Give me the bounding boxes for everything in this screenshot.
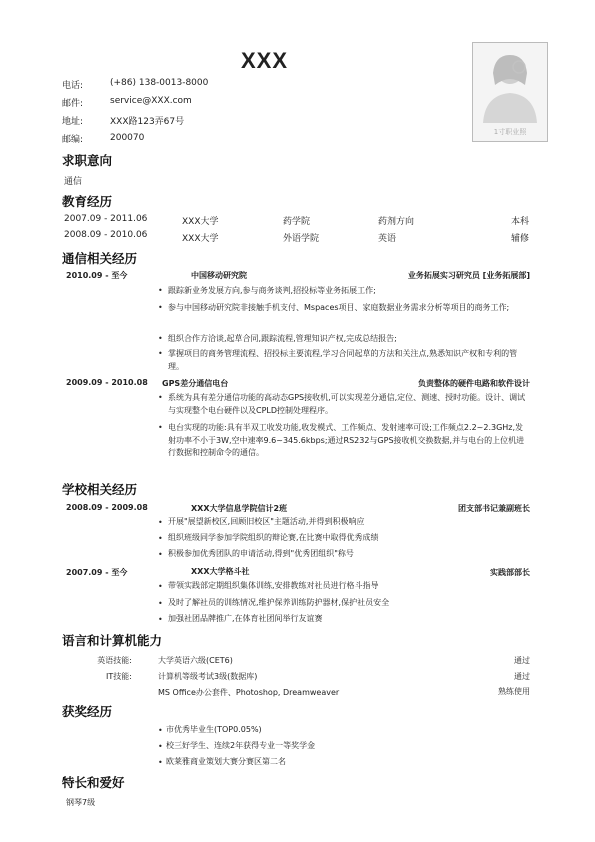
exp-bullet: 参与中国移动研究院非接触手机支付、Mspaces项目、家庭数据业务需求分析等项目的商务工作; [168,303,510,312]
objective-text: 通信 [64,177,83,187]
exp-bullet: 积极参加优秀团队的申请活动,得到"优秀团组织"称号 [168,549,354,558]
address-label: 地址: [62,117,84,127]
exp-role: 实践部部长 [490,568,530,577]
skill-desc: MS Office办公套件、Photoshop, Dreamweaver [158,688,340,697]
education-school: XXX大学 [182,217,219,227]
bullet-dot: • [158,303,163,312]
hobby-text: 钢琴7级 [66,798,96,807]
photo-caption: 1寸职业照 [493,128,527,136]
candidate-name: XXX [241,48,289,73]
skill-label: IT技能: [106,672,132,681]
exp-role: 负责整体的硬件电路和软件设计 [418,379,530,388]
exp-org: GPS差分通信电台 [162,379,229,388]
skill-level: 通过 [514,656,530,665]
section-objective-title: 求职意向 [62,153,113,168]
skill-desc: 大学英语六级(CET6) [158,656,233,665]
education-degree: 辅修 [510,234,529,244]
education-major: 英语 [378,234,397,244]
bullet-dot: • [158,334,163,343]
exp-bullet: 组织班级同学参加学院组织的辩论赛,在比赛中取得优秀成绩 [168,533,379,542]
bullet-dot: • [158,758,163,767]
education-major: 药剂方向 [378,217,415,227]
exp-org: XXX大学信息学院信计2班 [191,504,288,513]
bullet-dot: • [158,534,163,543]
education-school: XXX大学 [182,234,219,244]
skill-level: 熟练使用 [498,687,530,696]
bullet-dot: • [158,615,163,624]
exp-role: 团支部书记兼副班长 [458,504,530,513]
bullet-dot: • [158,599,163,608]
exp-bullet: 系统为具有差分通信功能的高动态GPS接收机,可以实现差分通信,定位、测速、授时功能。设计、调试与实现整个电台硬件以及CPLD控制处理程序。 [168,393,526,415]
section-awards-title: 获奖经历 [62,704,113,719]
bullet-dot: • [158,518,163,527]
education-degree: 本科 [510,217,529,227]
exp-role: 业务拓展实习研究员 [业务拓展部] [407,271,530,280]
education-date: 2008.09 - 2010.06 [64,230,148,240]
skill-level: 通过 [514,672,530,681]
section-hobby-title: 特长和爱好 [62,775,125,790]
bullet-dot: • [158,349,163,358]
exp-date: 2007.09 - 至今 [66,568,128,577]
exp-bullet: 带领实践部定期组织集体训练,安排教练对社员进行格斗指导 [168,581,379,590]
email-label: 邮件: [62,99,84,109]
photo-placeholder [472,42,548,142]
skill-label: 英语技能: [97,656,132,665]
exp-bullet: 组织合作方洽谈,起草合同,跟踪流程,管理知识产权,完成总结报告; [168,334,397,343]
exp-bullet: 及时了解社员的训练情况,维护保养训练防护器材,保护社员安全 [168,598,390,607]
phone-value: (+86) 138-0013-8000 [110,78,209,88]
email-value: service@XXX.com [110,96,192,106]
bullet-dot: • [158,726,163,735]
bullet-dot: • [158,582,163,591]
exp-date: 2010.09 - 至今 [66,271,128,280]
bullet-dot: • [158,550,163,559]
exp-bullet: 电台实现的功能:具有半双工收发功能,收发模式、工作频点、发射速率可设;工作频点2.2~2.3GHz,发射功率不小于3W,空中速率9.6~345.6kbps;通过RS232与GPS接收机交换数据,并与电台的上位机进行数据和控制命令的通信。 [168,423,525,457]
exp-org: 中国移动研究院 [191,271,247,280]
exp-bullet: 跟踪新业务发展方向,参与商务谈判,招投标等业务拓展工作; [168,286,376,295]
exp-bullet: 加强社团品牌推广,在体育社团间举行友谊赛 [168,614,323,623]
bullet-dot: • [158,393,163,402]
award-item: 欧莱雅商业策划大赛分赛区第二名 [166,757,286,766]
bullet-dot: • [158,423,163,432]
exp-date: 2008.09 - 2009.08 [66,503,148,512]
award-item: 校三好学生、连续2年获得专业一等奖学金 [166,741,316,750]
award-item: 市优秀毕业生(TOP0.05%) [166,725,262,734]
zip-value: 200070 [110,133,145,143]
section-education-title: 教育经历 [62,194,113,209]
person-silhouette-icon [473,43,547,123]
exp-bullet: 开展"展望新校区,回顾旧校区"主题活动,并得到积极响应 [168,517,365,526]
exp-date: 2009.09 - 2010.08 [66,378,148,387]
exp-org: XXX大学格斗社 [191,567,250,576]
education-dept: 药学院 [283,217,311,227]
address-value: XXX路123弄67号 [110,117,185,127]
exp-bullet: 掌握项目的商务管理流程、招投标主要流程,学习合同起草的方法和关注点,熟悉知识产权和专利的管理。 [168,349,518,371]
bullet-dot: • [158,286,163,295]
section-comm-title: 通信相关经历 [62,251,138,266]
education-dept: 外语学院 [283,234,320,244]
bullet-dot: • [158,742,163,751]
zip-label: 邮编: [62,135,84,145]
phone-label: 电话: [62,81,84,91]
education-date: 2007.09 - 2011.06 [64,214,148,224]
section-school-title: 学校相关经历 [62,482,138,497]
skill-desc: 计算机等级考试3级(数据库) [158,672,258,681]
section-skills-title: 语言和计算机能力 [62,633,163,648]
